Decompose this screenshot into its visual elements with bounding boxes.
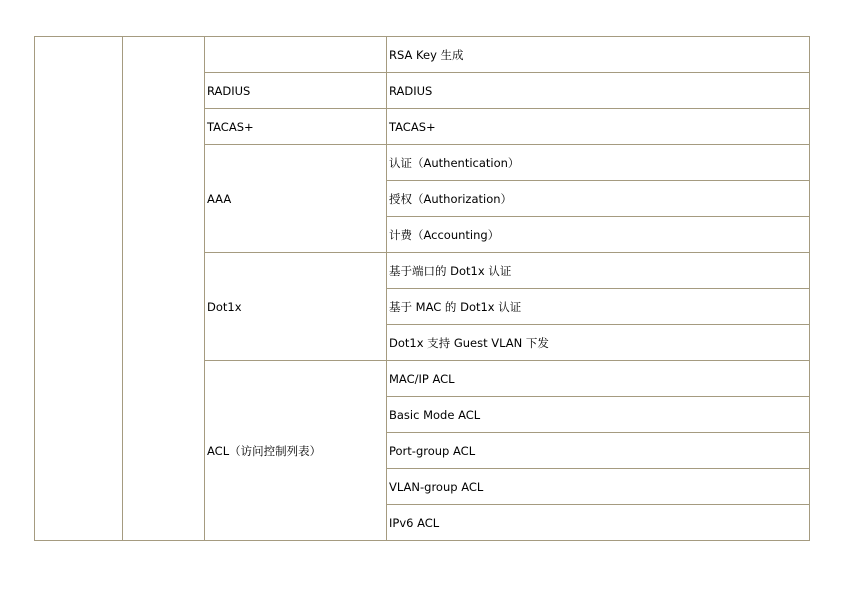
item-cell: TACAS+ — [387, 109, 810, 145]
feature-cell-aaa: AAA — [205, 145, 387, 253]
item-cell: 认证（Authentication） — [387, 145, 810, 181]
item-cell: VLAN-group ACL — [387, 469, 810, 505]
feature-cell-dot1x: Dot1x — [205, 253, 387, 361]
item-cell: Port-group ACL — [387, 433, 810, 469]
table-row — [35, 37, 810, 73]
feature-table — [34, 36, 810, 541]
item-cell: 计费（Accounting） — [387, 217, 810, 253]
item-cell: MAC/IP ACL — [387, 361, 810, 397]
feature-cell: TACAS+ — [205, 109, 387, 145]
item-cell: 基于端口的 Dot1x 认证 — [387, 253, 810, 289]
feature-cell: RADIUS — [205, 73, 387, 109]
item-cell: Basic Mode ACL — [387, 397, 810, 433]
item-cell: Dot1x 支持 Guest VLAN 下发 — [387, 325, 810, 361]
item-cell: RSA Key 生成 — [387, 37, 810, 73]
subcategory-cell — [123, 37, 205, 541]
item-cell: RADIUS — [387, 73, 810, 109]
item-cell: 授权（Authorization） — [387, 181, 810, 217]
item-cell: IPv6 ACL — [387, 505, 810, 541]
item-cell: 基于 MAC 的 Dot1x 认证 — [387, 289, 810, 325]
feature-cell — [205, 37, 387, 73]
category-cell — [35, 37, 123, 541]
feature-cell-acl: ACL（访问控制列表） — [205, 361, 387, 541]
